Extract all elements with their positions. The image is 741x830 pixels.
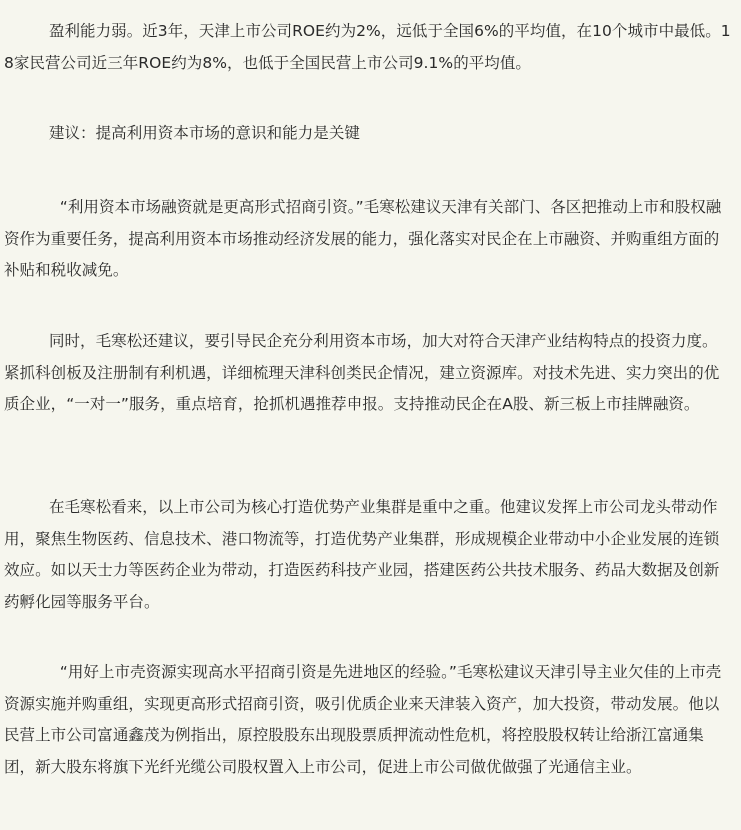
paragraph-industry-cluster: 在毛寒松看来，以上市公司为核心打造优势产业集群是重中之重。他建议发挥上市公司龙头带动作用，聚焦生物医药、信息技术、港口物流等，打造优势产业集群，形成规模企业带动中小企业发展的连锁效应。如以天士力等医药企业为带动，打造医药科技产业园，搭建医药公共技术服务、药品大数据及创新药孵化园等服务平台。 bbox=[4, 498, 720, 611]
paragraph-profitability: 盈利能力弱。近3年，天津上市公司ROE约为2%，远低于全国6%的平均值，在10个城市中最低。18家民营公司近三年ROE约为8%，也低于全国民营上市公司9.1%的平均值。 bbox=[4, 22, 731, 72]
paragraph-capital-market-financing: “利用资本市场融资就是更高形式招商引资。”毛寒松建议天津有关部门、各区把推动上市和股权融资作为重要任务，提高利用资本市场推动经济发展的能力，强化落实对民企在上市融资、并购重组方面的补贴和税收减免。 bbox=[4, 198, 722, 279]
paragraph-shell-resources: “用好上市壳资源实现高水平招商引资是先进地区的经验。”毛寒松建议天津引导主业欠佳的上市壳资源实施并购重组，实现更高形式招商引资，吸引优质企业来天津装入资产，加大投资，带动发展。他以民营上市公司富通鑫茂为例指出，原控股股东出现股票质押流动性危机，将控股股权转让给浙江富通集团，新大股东将旗下光纤光缆公司股权置入上市公司，促进上市公司做优做强了光通信主业。 bbox=[4, 663, 722, 776]
paragraph-guide-private-enterprises: 同时，毛寒松还建议，要引导民企充分利用资本市场，加大对符合天津产业结构特点的投资力度。紧抓科创板及注册制有利机遇，详细梳理天津科创类民企情况，建立资源库。对技术先进、实力突出的优质企业，“一对一”服务，重点培育，抢抓机遇推荐申报。支持推动民企在A股、新三板上市挂牌融资。 bbox=[4, 332, 720, 413]
section-heading-recommendation: 建议：提高利用资本市场的意识和能力是关键 bbox=[48, 124, 360, 142]
